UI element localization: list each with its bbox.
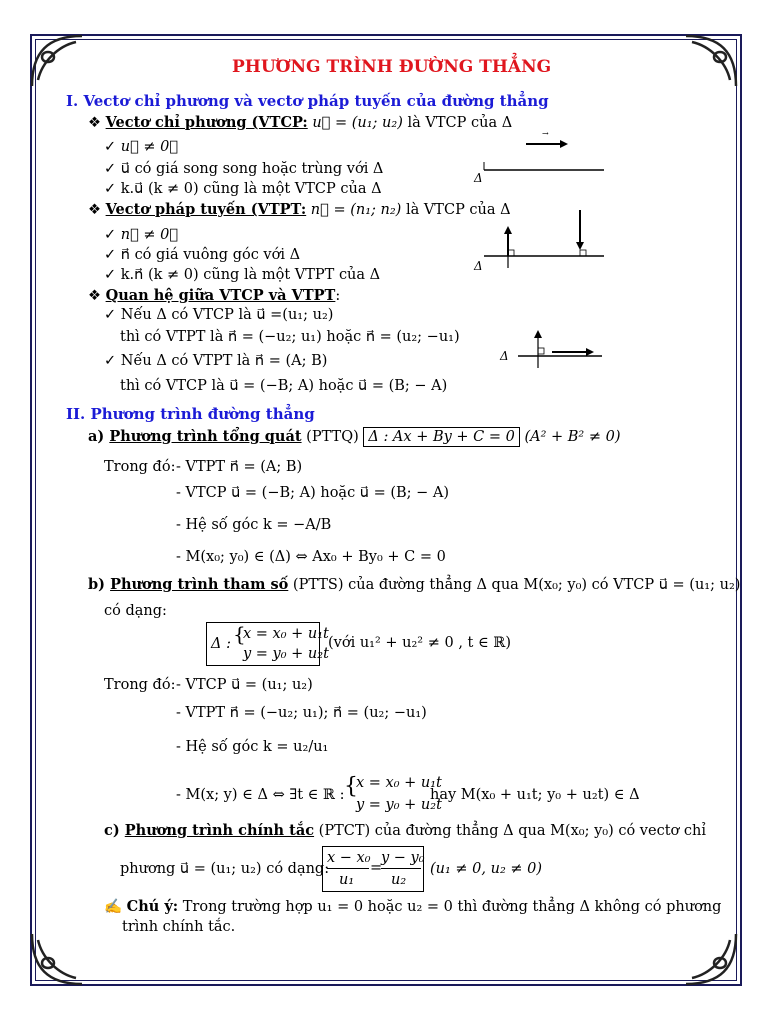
fraction-bar (381, 868, 421, 869)
pttq-where: Trong đó: (104, 459, 176, 475)
vtpt-item-3-text: k.n⃗ (k ≠ 0) cũng là một VTPT của Δ (120, 267, 381, 283)
vtcp-item-3-text: k.u⃗ (k ≠ 0) cũng là một VTCP của Δ (120, 181, 382, 197)
section-2-heading: II. Phương trình đường thẳng (66, 405, 315, 423)
pttq-item-4: - M(x₀; y₀) ∈ (Δ) ⇔ Ax₀ + By₀ + C = 0 (176, 549, 446, 565)
ornament-top-right-icon (682, 32, 740, 90)
vtpt-tail: là VTCP của Δ (405, 202, 511, 218)
ornament-top-left-icon (28, 32, 86, 90)
ptct-condition: (u₁ ≠ 0, u₂ ≠ 0) (430, 861, 543, 877)
ptts-item-1: - VTCP u⃗ = (u₁; u₂) (176, 677, 313, 693)
svg-text:Δ: Δ (474, 259, 483, 273)
relation-line-3-text: Nếu Δ có VTPT là n⃗ = (A; B) (120, 353, 328, 369)
pttq-equation: Δ : Ax + By + C = 0 (363, 427, 520, 447)
ptts-item-3: - Hệ số góc k = u₂/u₁ (176, 739, 329, 755)
vtpt-item-2-text: n⃗ có giá vuông góc với Δ (120, 247, 301, 263)
vtpt-label: Vectơ pháp tuyến (VTPT: (105, 201, 307, 218)
vtpt-item-3: ✓ k.n⃗ (k ≠ 0) cũng là một VTPT của Δ (104, 267, 381, 283)
vtcp-label: Vectơ chỉ phương (VTCP: (105, 114, 308, 131)
pttq-item-1: - VTPT n⃗ = (A; B) (176, 459, 303, 475)
ptts-system-prefix: Δ : (211, 636, 231, 652)
pencil-icon: ✍ (104, 899, 127, 915)
ptts-where: Trong đó: (104, 677, 176, 693)
relation-heading: ❖ Quan hệ giữa VTCP và VTPT: (88, 287, 341, 304)
ptts-item-2: - VTPT n⃗ = (−u₂; u₁); n⃗ = (u₂; −u₁) (176, 705, 427, 721)
relation-line-1-text: Nếu Δ có VTCP là u⃗ =(u₁; u₂) (120, 307, 334, 323)
page-title: PHƯƠNG TRÌNH ĐƯỜNG THẲNG (232, 57, 552, 77)
ptct-num-2: y − y₀ (381, 850, 425, 866)
vtcp-item-1-text: u⃗ ≠ 0⃗ (120, 139, 179, 155)
vtcp-item-2-text: u⃗ có giá song song hoặc trùng với Δ (120, 161, 384, 177)
vtpt-formula: n⃗ = (n₁; n₂) (310, 202, 402, 218)
ptct-den-2: u₂ (391, 872, 407, 888)
ptct-equation-box (322, 846, 424, 892)
relation-label: Quan hệ giữa VTCP và VTPT (105, 287, 336, 304)
vtcp-diagram (472, 126, 612, 186)
vtcp-formula: u⃗ = (u₁; u₂) (312, 115, 403, 131)
pttq-abbr: (PTTQ) (306, 429, 359, 445)
pttq-item-3: - Hệ số góc k = −A/B (176, 517, 332, 533)
pttq-letter: a) (88, 428, 110, 445)
relation-line-4: thì có VTCP là u⃗ = (−B; A) hoặc u⃗ = (B; − A) (120, 378, 448, 394)
note-line (104, 898, 721, 916)
fraction-bar (327, 868, 369, 869)
svg-text:→: → (542, 129, 549, 138)
ptts-letter: b) (88, 576, 111, 593)
ptts-intro: (PTTS) của đường thẳng Δ qua M(x₀; y₀) có VTCP u⃗ = (u₁; u₂) (292, 577, 741, 593)
vtpt-item-1: ✓ n⃗ ≠ 0⃗ (104, 227, 179, 243)
pttq-line (88, 428, 621, 446)
note-label: Chú ý: (126, 898, 179, 915)
ptct-intro: (PTCT) của đường thẳng Δ qua M(x₀; y₀) có vectơ chỉ (318, 823, 706, 839)
pttq-item-2: - VTCP u⃗ = (−B; A) hoặc u⃗ = (B; − A) (176, 485, 450, 501)
bullet-diamond-icon: ❖ (88, 115, 106, 131)
relation-line-3: ✓ Nếu Δ có VTPT là n⃗ = (A; B) (104, 353, 328, 369)
bullet-diamond-icon: ❖ (88, 288, 106, 304)
ptts-item-4-eq-1: x = x₀ + u₁t (356, 775, 442, 791)
equals-sign: = (370, 860, 383, 876)
relation-diagram (496, 326, 606, 370)
brace-icon: { (344, 774, 358, 799)
vtpt-diagram (472, 208, 612, 274)
ptct-num-1: x − x₀ (327, 850, 371, 866)
vtpt-item-2: ✓ n⃗ có giá vuông góc với Δ (104, 247, 301, 263)
ptct-intro-2: phương u⃗ = (u₁; u₂) có dạng: (120, 861, 330, 877)
vtpt-item-1-text: n⃗ ≠ 0⃗ (120, 227, 179, 243)
relation-line-2: thì có VTPT là n⃗ = (−u₂; u₁) hoặc n⃗ = (u₂; −u₁) (120, 329, 460, 345)
section-1-heading: I. Vectơ chỉ phương và vectơ pháp tuyến của đường thẳng (66, 92, 549, 110)
delta-label: Δ (474, 171, 483, 185)
ptct-den-1: u₁ (339, 872, 355, 888)
vtcp-item-3: ✓ k.u⃗ (k ≠ 0) cũng là một VTCP của Δ (104, 181, 382, 197)
note-text: Trong trường hợp u₁ = 0 hoặc u₂ = 0 thì đường thẳng Δ không có phương (182, 899, 722, 915)
vtcp-item-2: ✓ u⃗ có giá song song hoặc trùng với Δ (104, 161, 384, 177)
ptct-name: Phương trình chính tắc (124, 822, 315, 839)
ornament-bottom-left-icon (28, 930, 86, 988)
pttq-condition: (A² + B² ≠ 0) (524, 429, 621, 445)
ptts-item-4-tail: hay M(x₀ + u₁t; y₀ + u₂t) ∈ Δ (430, 787, 640, 803)
vtcp-tail: là VTCP của Δ (407, 115, 513, 131)
ptts-item-4-eq-2: y = y₀ + u₂t (356, 797, 442, 813)
ptts-condition: (với u₁² + u₂² ≠ 0 , t ∈ ℝ) (328, 635, 512, 651)
note-text-2: trình chính tắc. (122, 919, 236, 935)
ptct-letter: c) (104, 822, 125, 839)
ptts-system-box (206, 622, 329, 666)
ptts-name: Phương trình tham số (110, 576, 289, 593)
ptts-intro-2: có dạng: (104, 603, 167, 619)
relation-line-1: ✓ Nếu Δ có VTCP là u⃗ =(u₁; u₂) (104, 307, 334, 323)
ptts-system-eq-2: y = y₀ + u₂t (243, 646, 329, 662)
ptct-line (104, 822, 706, 840)
pttq-name: Phương trình tổng quát (109, 428, 302, 445)
brace-icon: { (233, 622, 246, 646)
vtcp-line (88, 114, 512, 132)
bullet-diamond-icon: ❖ (88, 202, 106, 218)
ptts-line (88, 576, 740, 594)
ptts-item-4-prefix: - M(x; y) ∈ Δ ⇔ ∃t ∈ ℝ : (176, 787, 345, 803)
vtcp-item-1: ✓ u⃗ ≠ 0⃗ (104, 139, 179, 155)
ptts-system-eq-1: x = x₀ + u₁t (243, 626, 329, 642)
svg-text:Δ: Δ (500, 349, 509, 363)
ornament-bottom-right-icon (682, 930, 740, 988)
vtpt-line (88, 201, 511, 219)
